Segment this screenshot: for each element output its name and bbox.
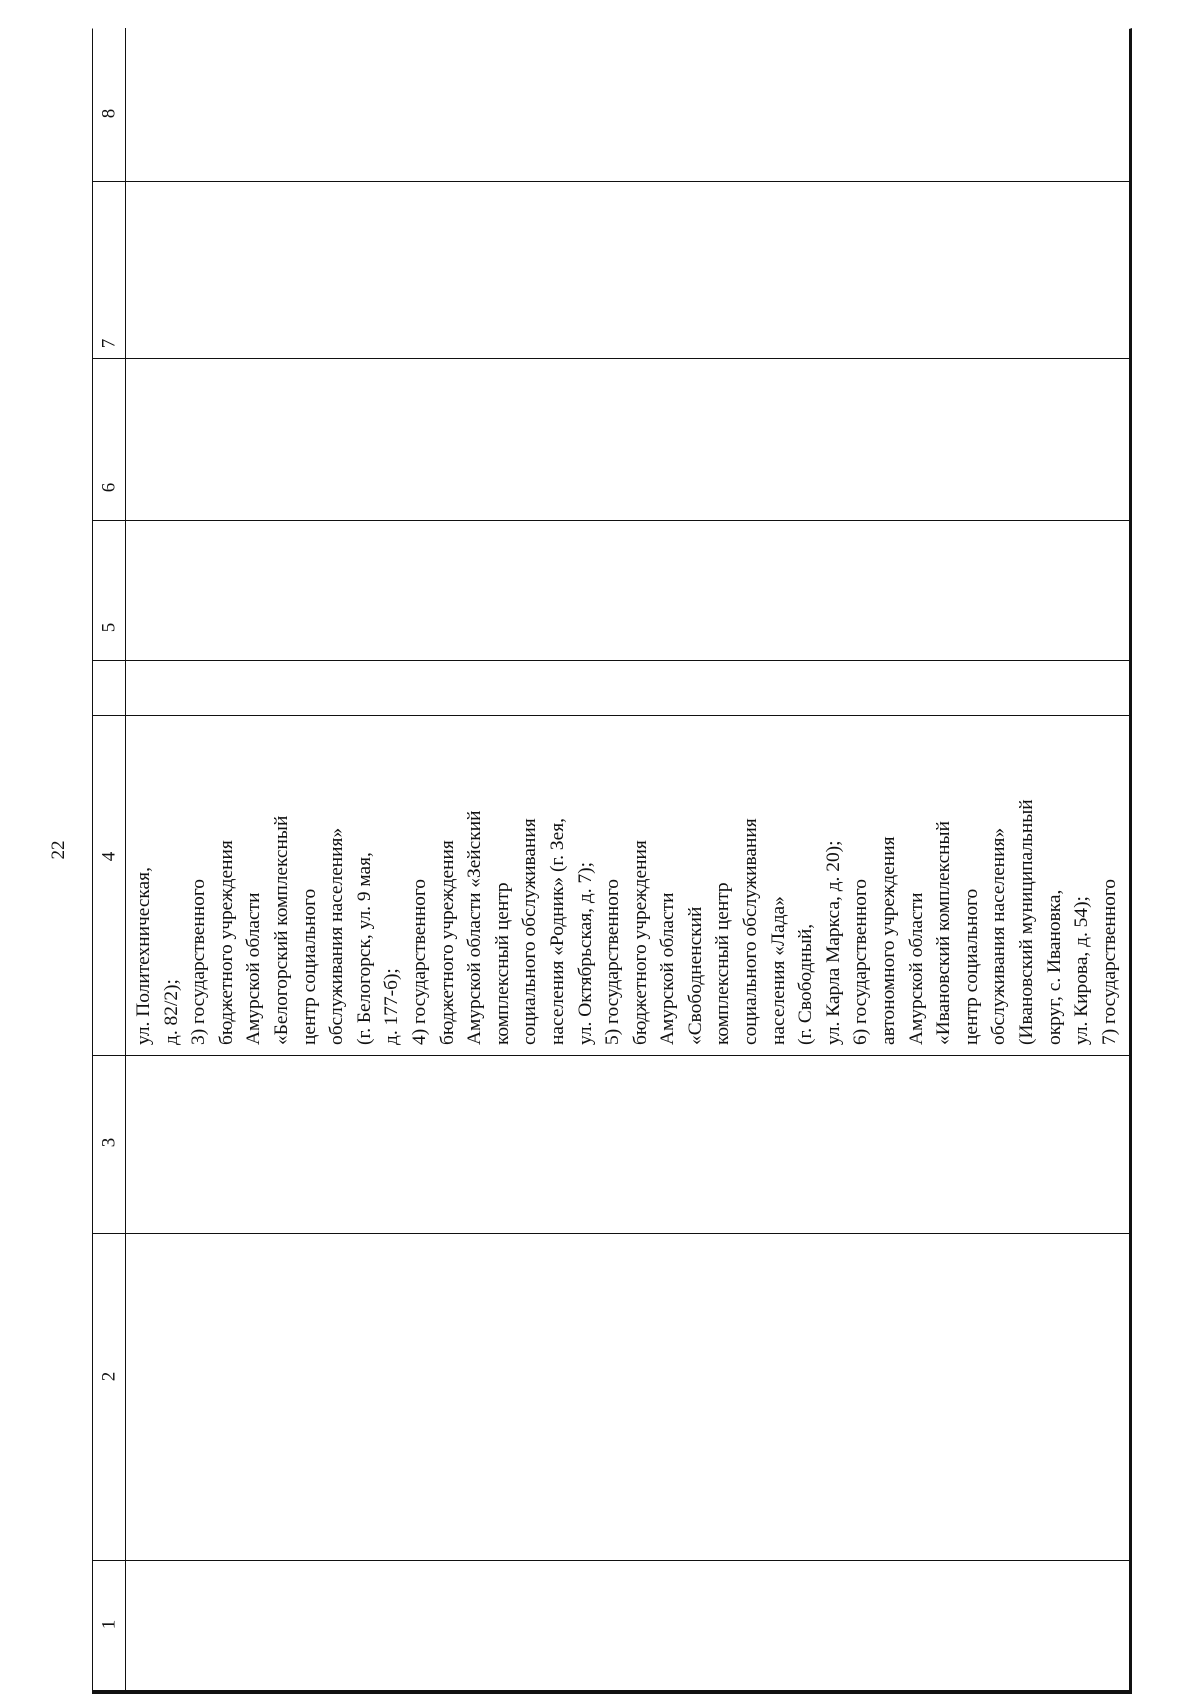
column-4-line: ул. Октябрьская, д. 7);: [574, 862, 596, 1045]
column-divider: [92, 181, 1132, 182]
column-header-4: 4: [98, 851, 120, 861]
column-divider: [92, 1560, 1132, 1561]
column-4-line: «Ивановский комплексный: [933, 821, 955, 1045]
column-header-6: 6: [98, 482, 120, 492]
column-4-line: «Свободненский: [684, 906, 706, 1045]
column-4-line: социального обслуживания: [740, 818, 762, 1045]
column-4-line: д. 177-б);: [381, 968, 403, 1045]
document-table: [92, 28, 1132, 1694]
column-4-line: комплексный центр: [491, 882, 513, 1045]
column-4-line: бюджетного учреждения: [629, 840, 651, 1045]
column-4-line: социального обслуживания: [519, 818, 541, 1045]
column-4-line: 7) государственного: [1098, 879, 1120, 1045]
column-4-line: комплексный центр: [712, 882, 734, 1045]
column-4-line: Амурской области: [243, 892, 265, 1045]
column-header-2: 2: [98, 1371, 120, 1381]
column-4-text: [126, 715, 1132, 1055]
column-4-line: Амурской области «Зейский: [464, 810, 486, 1045]
column-4-line: ул. Кирова, д. 54);: [1071, 896, 1093, 1045]
column-4-line: ул. Политехническая,: [133, 867, 154, 1045]
column-4-line: (г. Белогорск, ул. 9 мая,: [353, 852, 375, 1045]
column-4-line: обслуживания населения»: [326, 827, 348, 1045]
column-header-3: 3: [98, 1137, 120, 1147]
column-header-1: 1: [98, 1619, 120, 1629]
column-4-line: автономного учреждения: [878, 836, 900, 1045]
column-divider: [92, 1233, 1132, 1234]
column-4-line: 3) государственного: [188, 879, 210, 1045]
column-4-line: Амурской области: [905, 892, 927, 1045]
column-4-line: ул. Карла Маркса, д. 20);: [822, 840, 844, 1045]
column-4-line: бюджетного учреждения: [215, 840, 237, 1045]
column-header-5: 5: [98, 622, 120, 632]
column-4-line: центр социального: [298, 888, 320, 1045]
column-4-line: 6) государственного: [850, 879, 872, 1045]
column-4-line: бюджетного учреждения: [436, 840, 458, 1045]
column-4-line: «Белогорский комплексный: [270, 815, 292, 1045]
column-4-line: (Ивановский муниципальный: [1016, 799, 1037, 1045]
column-4-line: (г. Свободный,: [795, 923, 817, 1045]
column-divider: [92, 1055, 1132, 1056]
column-divider: [92, 520, 1132, 521]
column-4-cell: [126, 715, 1132, 1055]
column-4-line: 4) государственного: [408, 879, 430, 1045]
column-divider: [92, 358, 1132, 359]
column-4-line: Амурской области: [657, 892, 679, 1045]
column-divider: [92, 660, 1132, 661]
column-4-line: округ, с. Ивановка,: [1043, 889, 1065, 1045]
column-divider: [92, 1690, 1132, 1691]
column-4-line: 5) государственного: [602, 879, 624, 1045]
column-header-7: 7: [98, 338, 120, 348]
column-header-8: 8: [98, 108, 120, 118]
column-4-line: населения «Родник» (г. Зея,: [546, 818, 568, 1045]
column-4-line: населения «Лада»: [767, 896, 789, 1045]
column-4-line: обслуживания населения»: [988, 827, 1010, 1045]
column-4-line: д. 82/2);: [160, 979, 182, 1045]
column-4-line: центр социального: [960, 888, 982, 1045]
page-number: 22: [48, 840, 69, 860]
